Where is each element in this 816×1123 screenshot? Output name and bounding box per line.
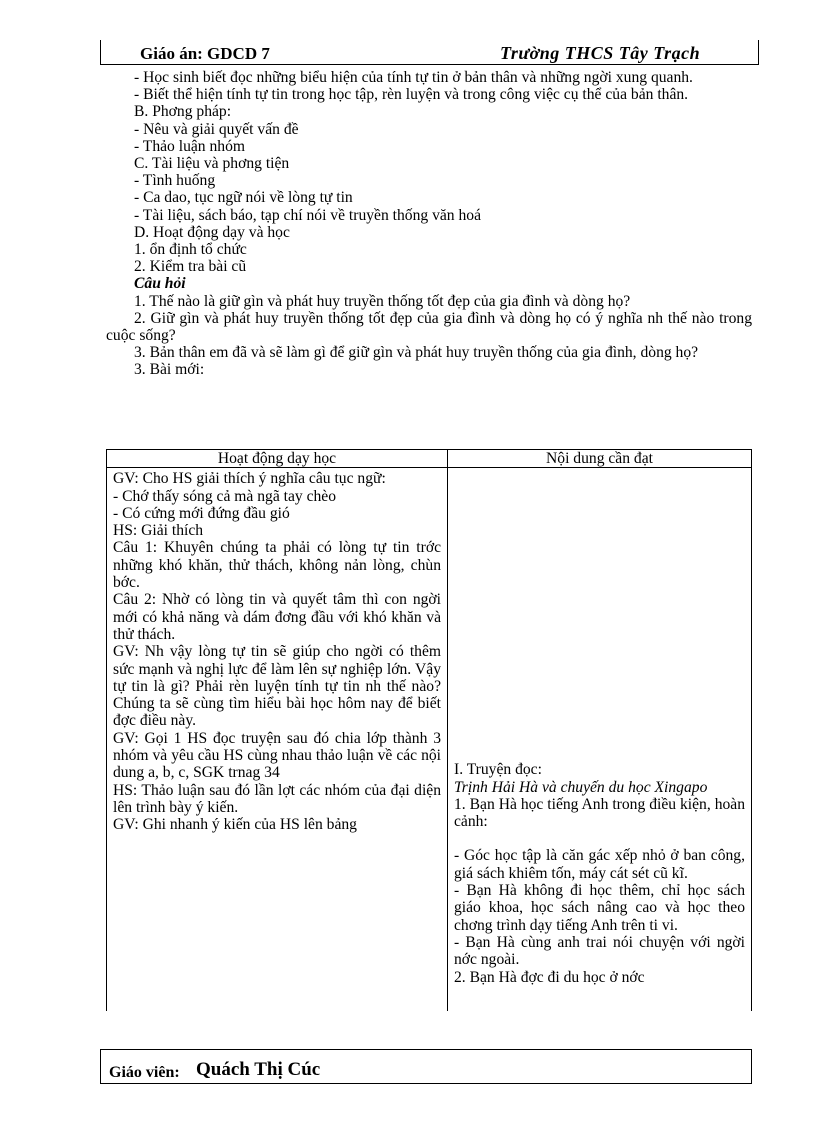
- section-line: B. Phơng pháp:: [134, 103, 232, 121]
- header-school: Trường THCS Tây Trạch: [500, 43, 701, 63]
- section-line: D. Hoạt động dạy và học: [134, 223, 290, 241]
- header-subject: Giáo án: GDCD 7: [140, 44, 270, 63]
- new-lesson-heading: 3. Bài mới:: [134, 361, 205, 379]
- section-line: - Thảo luận nhóm: [134, 137, 246, 155]
- section-line: C. Tài liệu và phơng tiện: [134, 155, 290, 173]
- section-line: - Nêu và giải quyết vấn đề: [134, 120, 299, 138]
- content-line: 2. Bạn Hà đợc đi du học ở nớc: [454, 968, 645, 986]
- activity-line: - Có cứng mới đứng đầu gió: [113, 504, 290, 522]
- header-border-right: [758, 40, 759, 64]
- table-header-activities: Hoạt động dạy học: [107, 450, 448, 468]
- activity-line: GV: Ghi nhanh ý kiến của HS lên bảng: [113, 816, 357, 834]
- activity-line: - Chớ thấy sóng cả mà ngã tay chèo: [113, 487, 337, 505]
- section-line: 2. Kiểm tra bài cũ: [134, 258, 247, 276]
- activity-table: [106, 449, 752, 1011]
- content-line: - Bạn Hà không đi học thêm, chỉ học sách giáo khoa, học sách nâng cao và học theo chơng trình dạy tiếng Anh trên ti vi.: [454, 882, 745, 934]
- content-line: 1. Bạn Hà học tiếng Anh trong điều kiện, hoàn cảnh:: [454, 795, 745, 831]
- content-column: [448, 468, 752, 1011]
- content-line: - Bạn Hà cùng anh trai nói chuyện với ngời nớc ngoài.: [454, 933, 745, 969]
- activity-line: HS: Thảo luận sau đó lần lợt các nhóm của đại diện lên trình bày ý kiến.: [113, 781, 441, 816]
- section-line: - Tài liệu, sách báo, tạp chí nói về truyền thống văn hoá: [134, 206, 482, 224]
- activity-line: HS: Giải thích: [113, 522, 204, 540]
- section-line: 1. ổn định tổ chức: [134, 241, 247, 259]
- section-line: - Tình huống: [134, 172, 216, 190]
- content-title: I. Truyện đọc:: [454, 761, 542, 779]
- activity-line: GV: Nh vậy lòng tự tin sẽ giúp cho ngời có thêm sức mạnh và nghị lực để làm lên sự nghiệp lớn. Vậy tự tin là gì? Phải rèn luyện tính tự tin nh thế nào? Chúng ta sẽ cùng tìm hiểu bài học hôm nay để biết đợc điều này.: [113, 643, 441, 730]
- questions-heading: Câu hỏi: [134, 275, 186, 293]
- activity-line: Câu 1: Khuyên chúng ta phải có lòng tự tin trớc những khó khăn, thử thách, không nản lòng, chùn bớc.: [113, 539, 441, 592]
- intro-line: - Học sinh biết đọc những biểu hiện của tính tự tin ở bản thân và những ngời xung quanh.: [134, 69, 693, 86]
- question-item: 1. Thế nào là giữ gìn và phát huy truyền thống tốt đẹp của gia đình và dòng họ?: [134, 292, 631, 310]
- activity-line: GV: Cho HS giải thích ý nghĩa câu tục ngữ:: [113, 470, 386, 488]
- activity-line: Câu 2: Nhờ có lòng tin và quyết tâm thì con ngời mới có khả năng và dám đơng đầu với khó khăn và thử thách.: [113, 591, 441, 643]
- activities-column: [107, 468, 448, 1011]
- story-title: Trịnh Hải Hà và chuyến du học Xingapo: [454, 778, 708, 796]
- teacher-name: Quách Thị Cúc: [196, 1059, 321, 1080]
- lesson-body: [106, 69, 752, 379]
- footer-box: [100, 1049, 752, 1084]
- content-line: - Góc học tập là căn gác xếp nhỏ ở ban công, giá sách khiêm tốn, máy cát sét cũ kĩ.: [454, 847, 745, 882]
- section-line: - Ca dao, tục ngữ nói về lòng tự tin: [134, 189, 353, 207]
- question-item: 2. Giữ gìn và phát huy truyền thống tốt đẹp của gia đình và dòng họ có ý nghĩa nh thế nào trong cuộc sống?: [106, 309, 752, 345]
- question-item: 3. Bản thân em đã và sẽ làm gì để giữ gìn và phát huy truyền thống của gia đình, dòng họ?: [134, 344, 699, 362]
- activity-line: GV: Gọi 1 HS đọc truyện sau đó chia lớp thành 3 nhóm và yêu cầu HS cùng nhau thảo luận về các nội dung a, b, c, SGK trnag 34: [113, 729, 441, 782]
- header-border-left: [100, 40, 101, 64]
- header-divider: [100, 64, 759, 65]
- intro-line: - Biết thể hiện tính tự tin trong học tập, rèn luyện và trong công việc cụ thể của bản thân.: [134, 86, 689, 104]
- teacher-label: Giáo viên:: [109, 1064, 180, 1081]
- table-header-content: Nội dung cần đạt: [448, 450, 752, 468]
